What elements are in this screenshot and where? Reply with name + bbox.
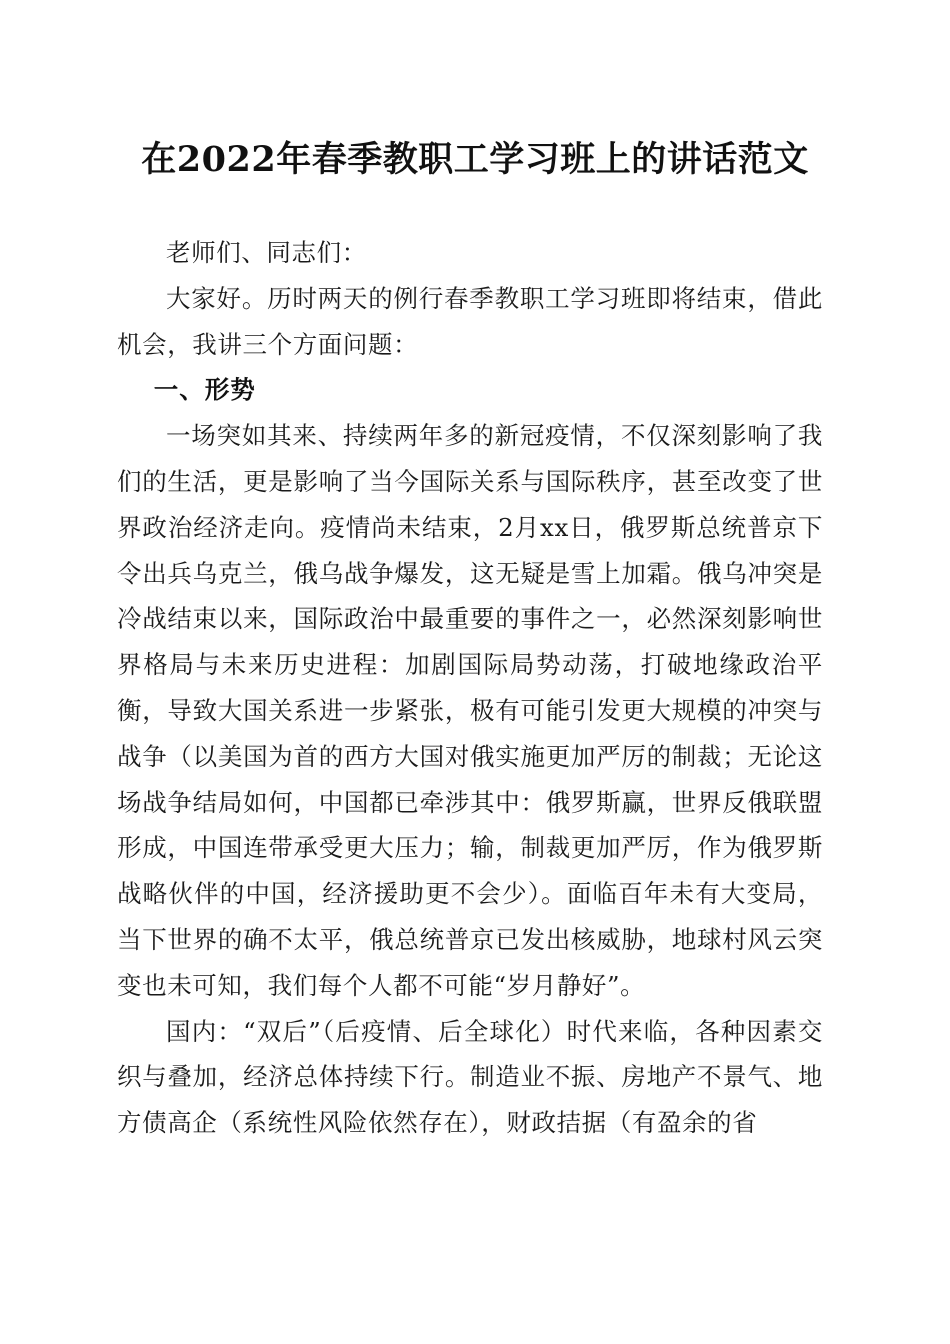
paragraph-international: 一场突如其来、持续两年多的新冠疫情，不仅深刻影响了我们的生活，更是影响了当今国际关系与国际秩序，甚至改变了世界政治经济走向。疫情尚未结束，2月xx日，俄罗斯总统普京下令出兵乌克兰，俄乌战争爆发，这无疑是雪上加霜。俄乌冲突是冷战结束以来，国际政治中最重要的事件之一，必然深刻影响世界格局与未来历史进程：加剧国际局势动荡，打破地缘政治平衡，导致大国关系进一步紧张，极有可能引发更大规模的冲突与战争（以美国为首的西方大国对俄实施更加严厉的制裁；无论这场战争结局如何，中国都已牵涉其中：俄罗斯赢，世界反俄联盟形成，中国连带承受更大压力；输，制裁更加严厉，作为俄罗斯战略伙伴的中国，经济援助更不会少）。面临百年未有大变局，当下世界的确不太平，俄总统普京已发出核威胁，地球村风云突变也未可知，我们每个人都不可能“岁月静好”。 [117, 421, 823, 1000]
document-title: 在2022年春季教职工学习班上的讲话范文 [141, 139, 809, 180]
paragraph-domestic: 国内：“双后”（后疫情、后全球化）时代来临，各种因素交织与叠加，经济总体持续下行。制造业不振、房地产不景气、地方债高企（系统性风险依然存在），财政拮据（有盈余的省 [117, 1016, 823, 1138]
salutation: 老师们、同志们： [166, 238, 367, 267]
document-body [117, 230, 823, 1146]
intro-paragraph: 大家好。历时两天的例行春季教职工学习班即将结束，借此机会，我讲三个方面问题： [117, 283, 823, 359]
section-heading-situation: 一、形势 [153, 375, 256, 405]
